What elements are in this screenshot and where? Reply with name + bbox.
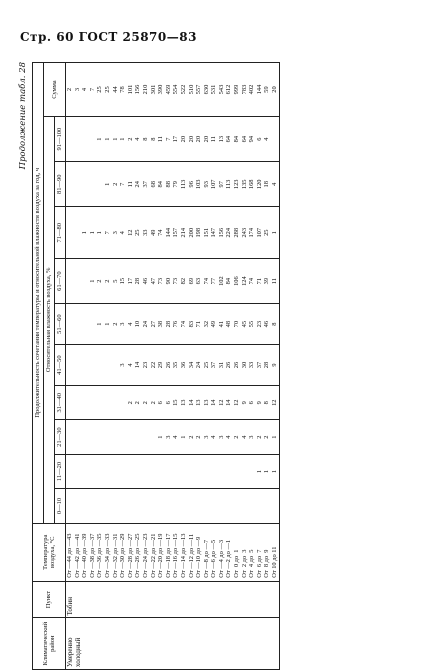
region-cell: Умеренно холодный	[66, 618, 280, 670]
header-temp: Температура воздуха, °С	[33, 523, 66, 581]
value-column: 1 1 1 1 2 4 8 8 11 7 17 20 20 20 20 11 13 64 84 64 94 6 4	[66, 117, 280, 162]
value-column	[66, 489, 280, 523]
value-column: 1 1 2 3 4 10 24 27 38 28 76 74 83 71 32 49 41 48 70 45 55 23 46 8	[66, 304, 280, 345]
value-column: 1 2 7 11 24 37 68 84 88 79 113 96 103 93 107 97 113 123 135 168 120 18 4	[66, 162, 280, 207]
header-duration: Продолжительность сочетания температуры и относительной влажности воздуха за год, ч	[33, 63, 44, 524]
header-region: Климатический район	[33, 618, 66, 670]
table-row	[66, 63, 280, 670]
header-range: 31—40	[55, 386, 66, 420]
climate-table	[32, 62, 280, 670]
header-range: 51—60	[55, 304, 66, 345]
header-range: 21—30	[55, 420, 66, 454]
value-column: 1 1 1	[66, 454, 280, 488]
header-sum: Сумма	[44, 63, 66, 117]
value-column: 1 3 4 1 2 2 3 4 3 4 2 4 3 2 2 1	[66, 420, 280, 454]
rotated-table-container	[18, 62, 384, 670]
sum-column: 2 3 4 7 25 25 44 78 101 156 210 301 390 459 554 522 510 557 630 531 543 612 999 783 402 144 59 20	[66, 63, 280, 117]
page-header: Стр. 60 ГОСТ 25870—83	[20, 30, 197, 44]
header-range: 11—20	[55, 454, 66, 488]
value-column: 1 2 2 5 15 17 28 46 47 73 90 73 82 69 63 74 77 102 84 106 124 74 71 39 11	[66, 259, 280, 304]
value-column: 3 4 14 23 22 29 26 35 36 34 24 25 37 31 26 26 30 33 37 28 9	[66, 345, 280, 386]
header-range: 71—80	[55, 207, 66, 259]
header-range: 41—50	[55, 345, 66, 386]
header-range: 61—70	[55, 259, 66, 304]
temp-column: От —44 до —43 От —42 до —41 От —40 до —39 От —38 до —37 От —36 до —35 От —34 до —33 От —32 до —31 От —30 до —29 От —28 до —27 От —26 до —25 От —24 до —23 От —22 до —21 От —20 до —19 От —18 до —17 От —16 до —15 От —14 до —13 От —12 до —11 От —10 до —9 От —8 до —7 От —6 до —5 От —4 до —3 От —2 до —1 От 0 до 1 От 2 до 3 От 4 до 5 От 6 до 7 От 8 до 9 От 10 до 11	[66, 523, 280, 581]
table-caption: Продолжение табл. 28	[18, 62, 28, 170]
value-column: 1 1 1 7 3 4 12 25 33 49 74 144 157 214 200 198 151 147 156 224 288 243 174 107 25 1	[66, 207, 280, 259]
header-range: 81—90	[55, 162, 66, 207]
header-humidity: Относительная влажность воздуха, %	[44, 117, 55, 524]
header-range: 0—10	[55, 489, 66, 523]
header-item: Пункт	[33, 581, 66, 618]
value-column: 2 2 2 2 6 6 15 13 14 13 13 14 12 14 12 9 6 9 8 12	[66, 386, 280, 420]
header-range: 91—100	[55, 117, 66, 162]
item-cell: Тобин	[66, 581, 280, 618]
